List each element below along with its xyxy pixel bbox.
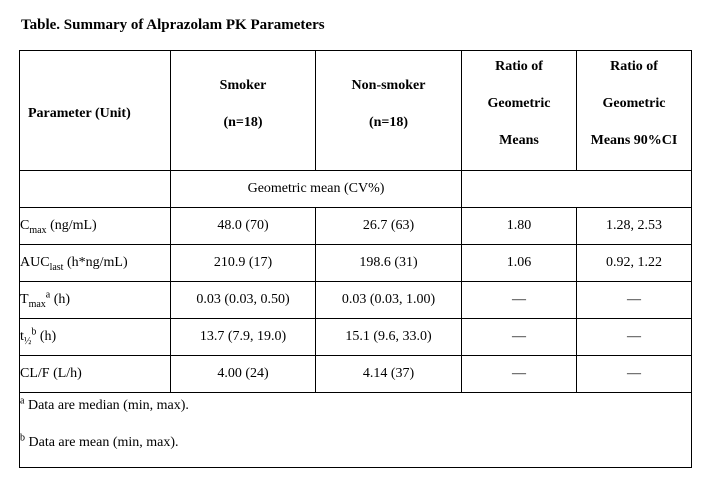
subheader-geometric-mean: Geometric mean (CV%) bbox=[171, 171, 462, 208]
pk-parameters-table bbox=[19, 50, 692, 468]
row-nonsmoker: 4.14 (37) bbox=[316, 356, 462, 393]
row-parameter: $T_{max}^a$ (h) bbox=[20, 282, 171, 319]
footnote-a: $^a$ Data are median (min, max). bbox=[20, 395, 189, 413]
row-smoker: 0.03 (0.03, 0.50) bbox=[171, 282, 316, 319]
row-ci: — bbox=[577, 356, 692, 393]
row-ci: — bbox=[577, 319, 692, 356]
subheader-row bbox=[20, 171, 692, 208]
table-title: Table. Summary of Alprazolam PK Parameters bbox=[21, 17, 325, 33]
row-nonsmoker: 198.6 (31) bbox=[316, 245, 462, 282]
table-row bbox=[20, 245, 692, 282]
row-ci: — bbox=[577, 282, 692, 319]
row-smoker: 4.00 (24) bbox=[171, 356, 316, 393]
row-parameter: CL/F (L/h) bbox=[20, 356, 171, 393]
row-parameter: $AUC_{last}$ (h*ng/mL) bbox=[20, 245, 171, 282]
header-ci: Ratio of Geometric Means 90%CI bbox=[577, 51, 692, 171]
subheader-empty-right bbox=[462, 171, 692, 208]
row-nonsmoker: 26.7 (63) bbox=[316, 208, 462, 245]
row-ratio: — bbox=[462, 282, 577, 319]
row-parameter: $C_{max}$ (ng/mL) bbox=[20, 208, 171, 245]
row-ratio: — bbox=[462, 356, 577, 393]
subheader-empty bbox=[20, 171, 171, 208]
row-nonsmoker: 0.03 (0.03, 1.00) bbox=[316, 282, 462, 319]
row-smoker: 13.7 (7.9, 19.0) bbox=[171, 319, 316, 356]
row-parameter: $t_{\frac{1}{2}}^b$ (h) bbox=[20, 319, 171, 356]
table-row bbox=[20, 356, 692, 393]
footnote-row bbox=[20, 393, 692, 468]
row-ci: 0.92, 1.22 bbox=[577, 245, 692, 282]
header-nonsmoker: Non-smoker (n=18) bbox=[316, 51, 462, 171]
row-smoker: 48.0 (70) bbox=[171, 208, 316, 245]
header-ratio: Ratio of Geometric Means bbox=[462, 51, 577, 171]
header-smoker: Smoker (n=18) bbox=[171, 51, 316, 171]
table-row bbox=[20, 282, 692, 319]
row-nonsmoker: 15.1 (9.6, 33.0) bbox=[316, 319, 462, 356]
row-ci: 1.28, 2.53 bbox=[577, 208, 692, 245]
table-row bbox=[20, 208, 692, 245]
table-row bbox=[20, 319, 692, 356]
row-ratio: 1.06 bbox=[462, 245, 577, 282]
row-ratio: — bbox=[462, 319, 577, 356]
row-smoker: 210.9 (17) bbox=[171, 245, 316, 282]
row-ratio: 1.80 bbox=[462, 208, 577, 245]
header-parameter: Parameter (Unit) bbox=[20, 51, 171, 171]
header-row bbox=[20, 51, 692, 171]
footnotes bbox=[20, 393, 692, 468]
footnote-b: $^b$ Data are mean (min, max). bbox=[20, 432, 179, 450]
